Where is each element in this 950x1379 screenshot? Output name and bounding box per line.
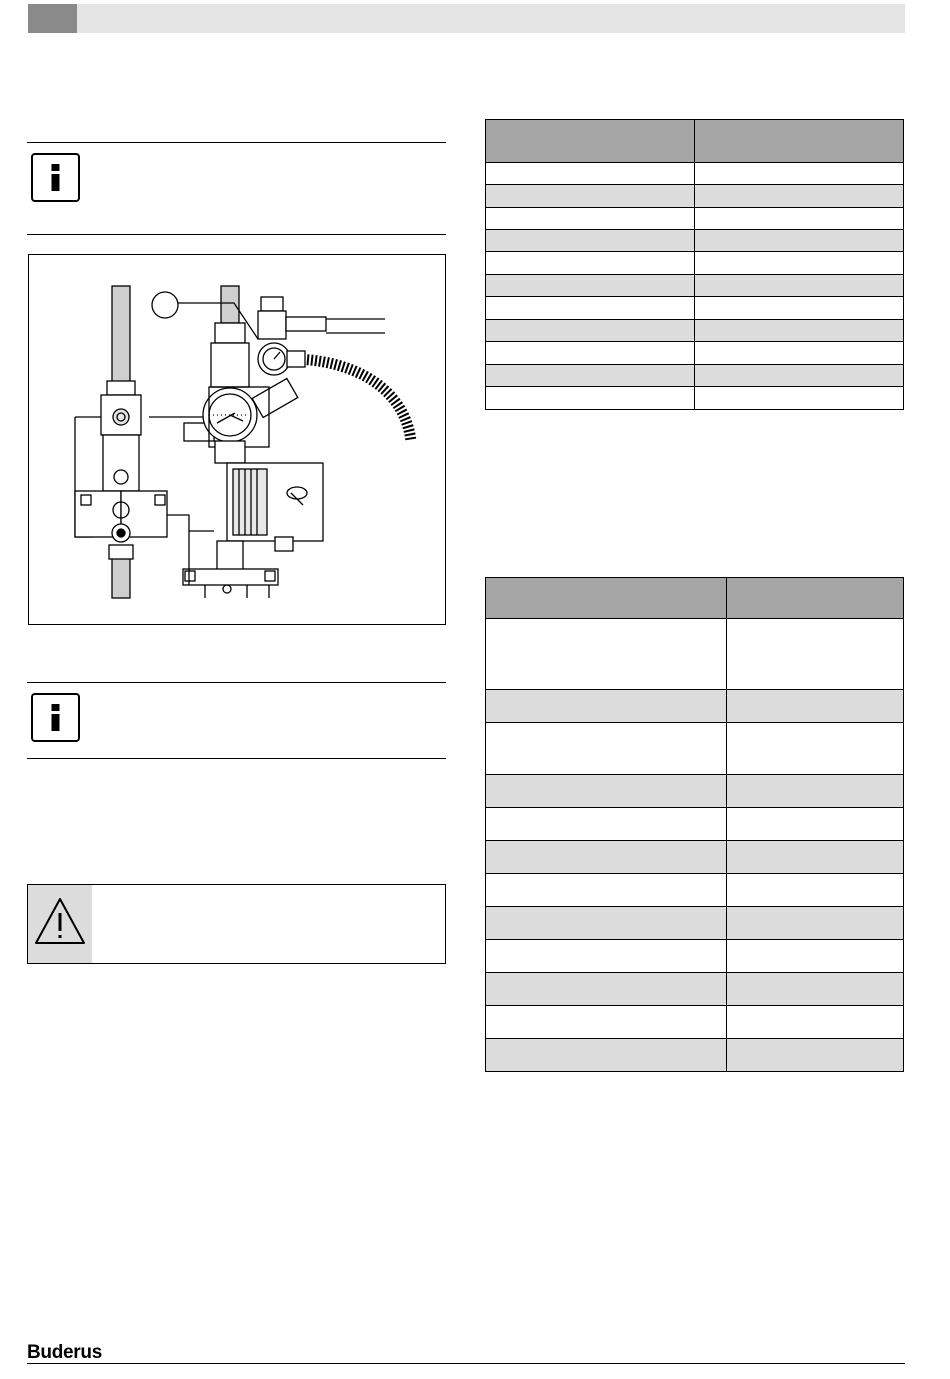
table-cell [727, 973, 904, 1006]
table-cell [727, 775, 904, 808]
table-cell [486, 940, 727, 973]
data-table-2 [485, 577, 904, 1072]
table-cell [486, 342, 695, 365]
table-cell [486, 841, 727, 874]
table-row [486, 874, 904, 907]
table-cell [694, 275, 904, 297]
table-cell [727, 874, 904, 907]
table-cell [727, 808, 904, 841]
table-cell [486, 690, 727, 723]
table-cell [486, 387, 695, 410]
table-cell [486, 252, 695, 275]
table-cell [486, 1006, 727, 1039]
table-cell [727, 690, 904, 723]
table-cell [694, 252, 904, 275]
warning-box [27, 884, 446, 964]
table-cell [727, 1039, 904, 1072]
table-cell [727, 940, 904, 973]
table-row [486, 1006, 904, 1039]
table-header-cell [486, 120, 695, 163]
table-row [486, 252, 904, 275]
page-header-bar [28, 4, 905, 33]
table-cell [486, 365, 695, 387]
chapter-tab [28, 4, 77, 33]
table-cell [486, 907, 727, 940]
table-cell [486, 163, 695, 185]
table-row [486, 940, 904, 973]
table-row [486, 973, 904, 1006]
table-row [486, 275, 904, 297]
table-cell [486, 723, 727, 775]
table-cell [694, 163, 904, 185]
info-icon [31, 693, 80, 742]
data-table-1 [485, 119, 904, 410]
table-row [486, 808, 904, 841]
figure-pump-station [28, 254, 446, 625]
table-cell [486, 808, 727, 841]
table-cell [486, 275, 695, 297]
table-cell [694, 342, 904, 365]
table-row [486, 690, 904, 723]
table-row [486, 907, 904, 940]
table-cell [694, 230, 904, 252]
table-cell [694, 185, 904, 208]
brand-logo: Buderus [27, 1342, 102, 1363]
table-cell [486, 874, 727, 907]
note-top-rule [27, 682, 446, 683]
table-cell [694, 297, 904, 320]
table-cell [727, 723, 904, 775]
warning-triangle-icon [28, 885, 92, 963]
table-cell [486, 208, 695, 230]
table-header-row [486, 578, 904, 619]
table-cell [486, 297, 695, 320]
note-bottom-rule [27, 758, 446, 759]
table-row [486, 342, 904, 365]
table-cell [486, 1039, 727, 1072]
table-row [486, 619, 904, 690]
table-cell [727, 1006, 904, 1039]
table-cell [694, 320, 904, 342]
table-row [486, 723, 904, 775]
table-cell [486, 973, 727, 1006]
table-cell [727, 619, 904, 690]
table-cell [694, 387, 904, 410]
table-row [486, 297, 904, 320]
table-row [486, 208, 904, 230]
table-header-cell [694, 120, 904, 163]
table-cell [486, 230, 695, 252]
table-cell [486, 775, 727, 808]
note-top-rule [27, 142, 446, 143]
table-row [486, 163, 904, 185]
table-row [486, 320, 904, 342]
table-cell [727, 907, 904, 940]
table-cell [727, 841, 904, 874]
table-row [486, 841, 904, 874]
table-cell [486, 185, 695, 208]
table-header-row [486, 120, 904, 163]
table-cell [694, 208, 904, 230]
table-header-cell [727, 578, 904, 619]
table-header-cell [486, 578, 727, 619]
footer-rule [27, 1363, 905, 1364]
table-row [486, 1039, 904, 1072]
table-row [486, 387, 904, 410]
table-row [486, 230, 904, 252]
note-bottom-rule [27, 234, 446, 235]
table-cell [486, 619, 727, 690]
table-cell [486, 320, 695, 342]
info-icon [31, 153, 80, 202]
table-row [486, 775, 904, 808]
table-row [486, 185, 904, 208]
table-row [486, 365, 904, 387]
table-cell [694, 365, 904, 387]
